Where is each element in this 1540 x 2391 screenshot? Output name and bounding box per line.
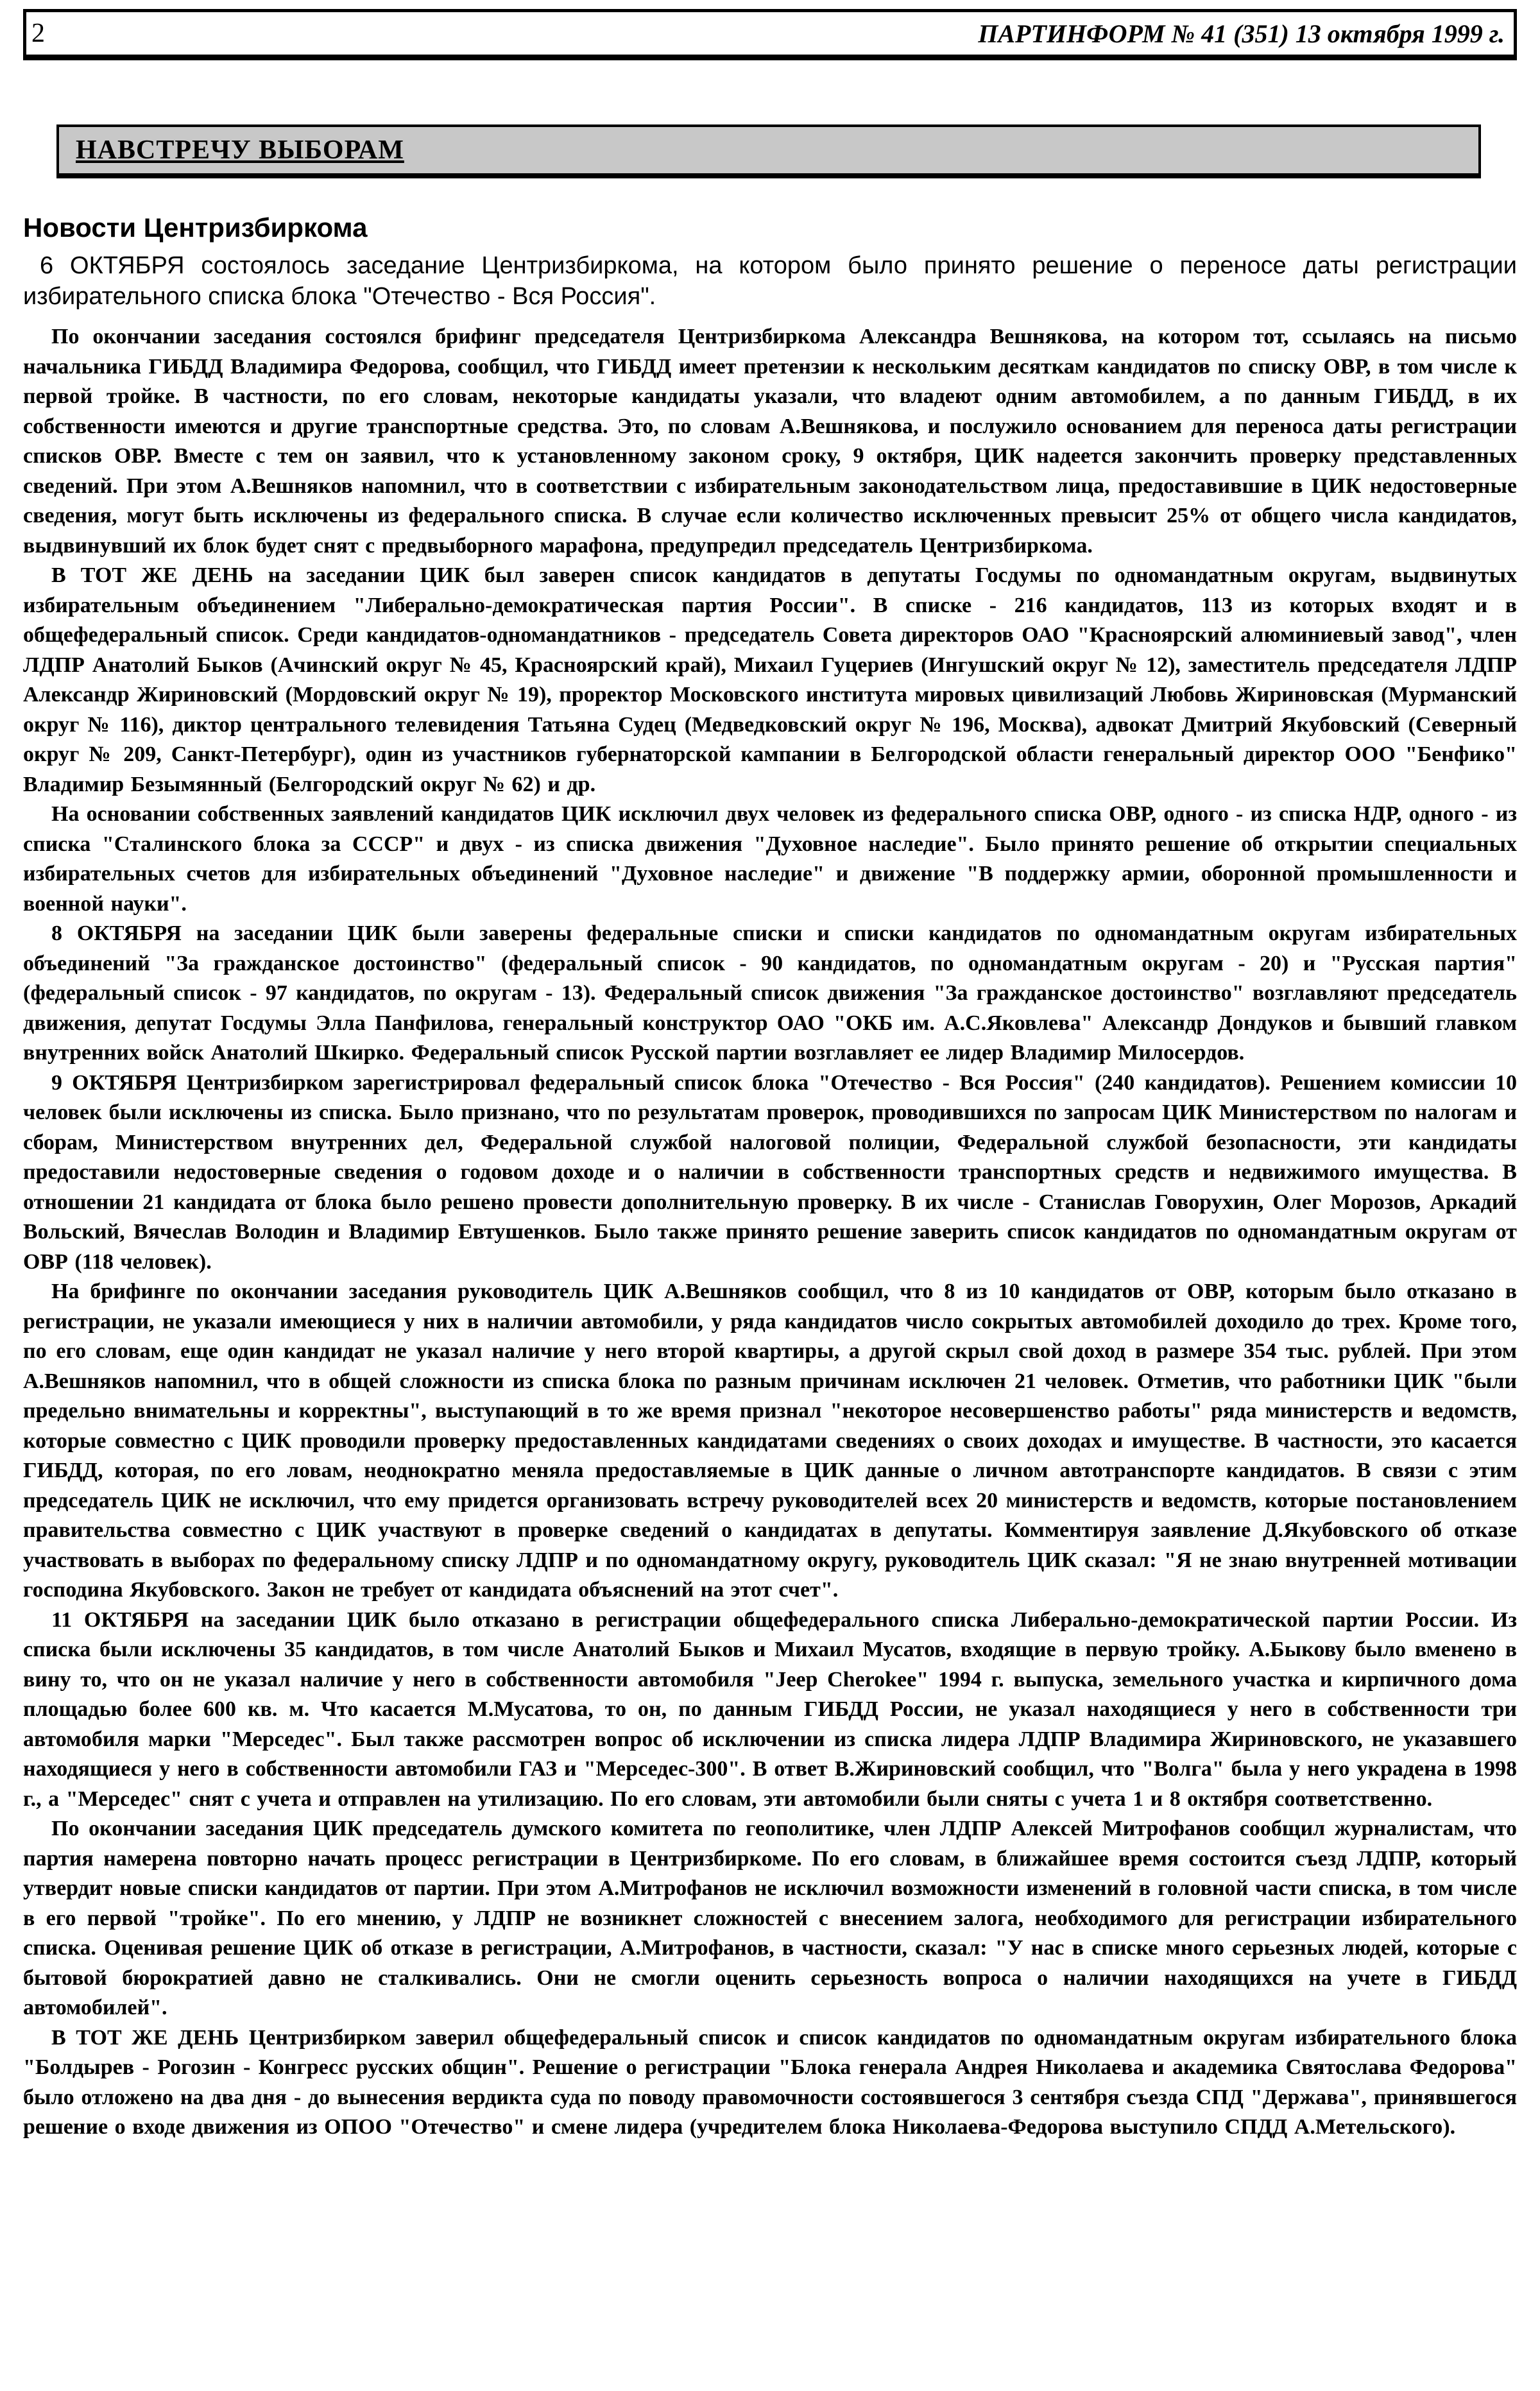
section-banner-label: НАВСТРЕЧУ ВЫБОРАМ [76,135,404,165]
article-paragraph: На основании собственных заявлений кандидатов ЦИК исключил двух человек из федерального списка ОВР, одного - из списка НДР, одного - из списка "Сталинского блока за СССР" и двух - из списка движения "Духовное наследие". Было принято решение об открытии специальных избирательных счетов для избирательных объединений "Духовное наследие" и движение "В поддержку армии, оборонной промышленности и военной науки". [23,802,1517,916]
article [23,213,1517,2143]
article-body [23,322,1517,2143]
article-paragraph: По окончании заседания ЦИК председатель думского комитета по геополитике, член ЛДПР Алексей Митрофанов сообщил журналистам, что партия намерена повторно начать процесс регистрации в Центризбиркоме. По его словам, в ближайшее время состоится съезд ЛДПР, который утвердит новые списки кандидатов от партии. При этом А.Митрофанов не исключил возможности изменений в головной части списка, в том числе в его первой "тройке". По его мнению, у ЛДПР не возникнет сложностей с внесением залога, необходимого для регистрации избирательного списка. Оценивая решение ЦИК об отказе в регистрации, А.Митрофанов, в частности, сказал: "У нас в списке много серьезных людей, которые с бытовой бюрократией давно не сталкивались. Они не смогли оценить серьезность вопроса о наличии находящихся на учете в ГИБДД автомобилей". [23,1817,1517,2020]
article-lead: 6 ОКТЯБРЯ состоялось заседание Центризбиркома, на котором было принято решение о переносе даты регистрации избирательного списка блока "Отечество - Вся Россия". [23,252,1517,311]
article-paragraph: В ТОТ ЖЕ ДЕНЬ на заседании ЦИК был заверен список кандидатов в депутаты Госдумы по одномандатным округам, выдвинутых избирательным объединением "Либерально-демократическая партия России". В списке - 216 кандидатов, 113 из которых входят и в общефедеральный список. Среди кандидатов-одномандатников - председатель Совета директоров ОАО "Красноярский алюминиевый завод", член ЛДПР Анатолий Быков (Ачинский округ № 45, Красноярский край), Михаил Гуцериев (Ингушский округ № 12), заместитель председателя ЛДПР Александр Жириновский (Мордовский округ № 19), проректор Московского института мировых цивилизаций Любовь Жириновская (Мурманский округ № 116), диктор центрального телевидения Татьяна Судец (Медведковский округ № 196, Москва), адвокат Дмитрий Якубовский (Северный округ № 209, Санкт-Петербург), один из участников губернаторской кампании в Белгородской области генеральный директор ООО "Бенфико" Владимир Безымянный (Белгородский округ № 62) и др. [23,563,1517,796]
newsletter-page [0,9,1540,2143]
article-paragraph: На брифинге по окончании заседания руководитель ЦИК А.Вешняков сообщил, что 8 из 10 кандидатов от ОВР, которым было отказано в регистрации, не указали имеющиеся у них в наличии автомобили, у ряда кандидатов число сокрытых автомобилей доходило до трех. Кроме того, по его словам, еще один кандидат не указал наличие у него второй квартиры, а другой скрыл свой доход в размере 354 тыс. рублей. При этом А.Вешняков напомнил, что в общей сложности из списка блока по разным причинам исключен 21 человек. Отметив, что работники ЦИК "были предельно внимательны и корректны", выступающий в то же время признал "некоторое несовершенство работы" ряда министерств и ведомств, которые совместно с ЦИК проводили проверку предоставленных кандидатами сведениях о своих доходах и имуществе. В частности, это касается ГИБДД, которая, по его ловам, неоднократно меняла предоставляемые в ЦИК данные о личном автотранспорте кандидатов. В связи с этим председатель ЦИК не исключил, что ему придется организовать встречу руководителей всех 20 министерств и ведомств, которые постановлением правительства совместно с ЦИК участвуют в проверке сведений о кандидатах в депутаты. Комментируя заявление Д.Якубовского об отказе участвовать в выборах по федеральному списку ЛДПР и по одномандатному округу, руководитель ЦИК сказал: "Я не знаю внутренней мотивации господина Якубовского. Закон не требует от кандидата объяснений на этот счет". [23,1280,1517,1602]
page-number: 2 [31,19,45,48]
issue-title: ПАРТИНФОРМ № 41 (351) 13 октября 1999 г. [978,19,1505,48]
article-paragraph: 11 ОКТЯБРЯ на заседании ЦИК было отказано в регистрации общефедерального списка Либерально-демократической партии России. Из списка были исключены 35 кандидатов, в том числе Анатолий Быков и Михаил Мусатов, входящие в первую тройку. А.Быкову было вменено в вину то, что он не указал наличие у него в собственности автомобиля "Jeep Cherokee" 1994 г. выпуска, земельного участка и кирпичного дома площадью более 600 кв. м. Что касается М.Мусатова, то он, по данным ГИБДД России, не указал находящиеся у него в собственности три автомобиля марки "Мерседес". Был также рассмотрен вопрос об исключении из списка лидера ЛДПР Владимира Жириновского, не указавшего находящиеся у него в собственности автомобили ГАЗ и "Мерседес-300". В ответ В.Жириновский сообщил, что "Волга" была у него украдена в 1998 г., а "Мерседес" снят с учета и отправлен на утилизацию. По его словам, эти автомобили были сняты с учета 1 и 8 октября соответственно. [23,1607,1517,1811]
article-paragraph: 8 ОКТЯБРЯ на заседании ЦИК были заверены федеральные списки и списки кандидатов по одномандатным округам избирательных объединений "За гражданское достоинство" (федеральный список - 90 кандидатов, по одномандатным округам - 20) и "Русская партия" (федеральный список - 97 кандидатов, по округам - 13). Федеральный список движения "За гражданское достоинство" возглавляют председатель движения, депутат Госдумы Элла Панфилова, генеральный конструктор ОАО "ОКБ им. А.С.Яковлева" Александр Дондуков и бывший главком внутренних войск Анатолий Шкирко. Федеральный список Русской партии возглавляет ее лидер Владимир Милосердов. [23,921,1517,1065]
article-title: Новости Центризбиркома [23,212,368,243]
article-paragraph: 9 ОКТЯБРЯ Центризбирком зарегистрировал федеральный список блока "Отечество - Вся Россия" (240 кандидатов). Решением комиссии 10 человек были исключены из списка. Было признано, что по результатам проверок, проводившихся по запросам ЦИК Министерством по налогам и сборам, Министерством внутренних дел, Федеральной службой налоговой полиции, Федеральной службой безопасности, эти кандидаты предоставили недостоверные сведения о годовом доходе и о наличии в собственности транспортных средств и недвижимого имущества. В отношении 21 кандидата от блока было решено провести дополнительную проверку. В их числе - Станислав Говорухин, Олег Морозов, Аркадий Вольский, Вячеслав Володин и Владимир Евтушенков. Было также принято решение заверить список кандидатов по одномандатным округам от ОВР (118 человек). [23,1070,1517,1274]
article-paragraph: По окончании заседания состоялся брифинг председателя Центризбиркома Александра Вешнякова, на котором тот, ссылаясь на письмо начальника ГИБДД Владимира Федорова, сообщил, что ГИБДД имеет претензии к нескольким десяткам кандидатов по списку ОВР, в том числе к первой тройке. В частности, по его словам, некоторые кандидаты указали, что владеют одним автомобилем, а по данным ГИБДД, в их собственности имеются и другие транспортные средства. Это, по словам А.Вешнякова, и послужило основанием для переноса даты регистрации списков ОВР. Вместе с тем он заявил, что к установленному законом сроку, 9 октября, ЦИК надеется закончить проверку представленных сведений. При этом А.Вешняков напомнил, что в соответствии с избирательным законодательством лица, предоставившие в ЦИК недостоверные сведения, могут быть исключены из федерального списка. В случае если количество исключенных превысит 25% от общего числа кандидатов, выдвинувший их блок будет снят с предвыборного марафона, предупредил председатель Центризбиркома. [23,325,1517,558]
section-banner [56,124,1481,178]
page-header [23,9,1517,60]
article-paragraph: В ТОТ ЖЕ ДЕНЬ Центризбирком заверил общефедеральный список и список кандидатов по одномандатным округам избирательного блока "Болдырев - Рогозин - Конгресс русских общин". Решение о регистрации "Блока генерала Андрея Николаева и академика Святослава Федорова" было отложено на два дня - до вынесения вердикта суда по поводу правомочности состоявшегося 3 сентября съезда СПД "Держава", принявшегося решение о входе движения из ОПОО "Отечество" и смене лидера (учредителем блока Николаева-Федорова выступило СПДД А.Метельского). [23,2025,1517,2139]
